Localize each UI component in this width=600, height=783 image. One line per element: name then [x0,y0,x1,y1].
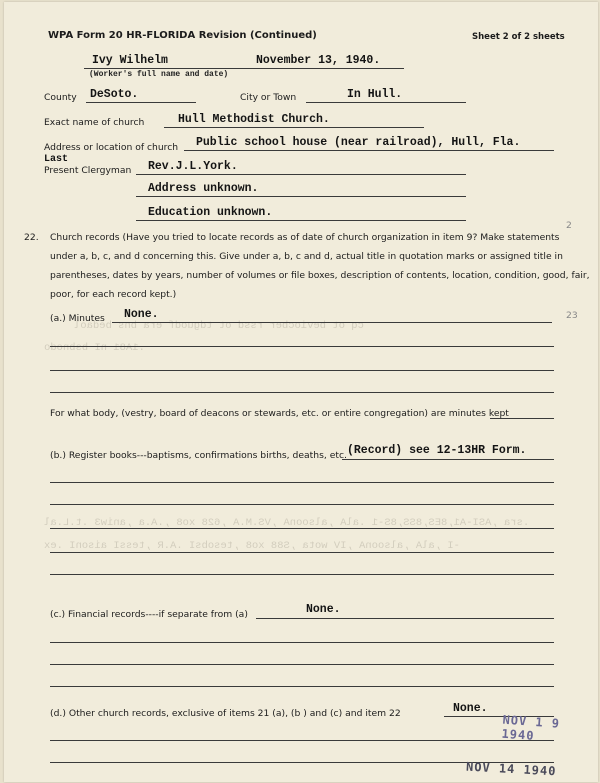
worker-caption: (Worker's full name and date) [89,70,229,79]
margin-number-2: 2 [566,220,572,231]
other-records-value: None. [453,702,488,715]
received-date-stamp: NOV 1 9 1940 [501,712,561,743]
church-name-label: Exact name of church [44,117,145,128]
form-title: WPA Form 20 HR-FLORIDA Revision (Continued) [48,30,317,41]
item-22-line-1: Church records (Have you tried to locate records as of date of church organization in item 9? Make statements [50,232,560,243]
financial-records-value: None. [306,603,341,616]
minutes-label: (a.) Minutes [50,313,105,324]
church-name: Hull Methodist Church. [178,113,330,126]
sheet-number: Sheet 2 of 2 sheets [472,32,565,42]
church-address: Public school house (near railroad), Hull, Fla. [196,136,521,149]
worker-date: November 13, 1940. [256,54,381,67]
register-books-label: (b.) Register books---baptisms, confirmations births, deaths, etc. [50,450,347,461]
bleed-through-text: cq ot beviocber rssd ot tdguodf era bns bedaol [74,320,364,332]
address-label: Address or location of church [44,142,179,153]
financial-records-label: (c.) Financial records----if separate from (a) [50,609,248,620]
register-books-value: (Record) see 12-13HR Form. [347,444,527,457]
bleed-through-text: -I ,alA ,alsoonA ,IV wota ,S88 xo8 ,tesobsI .A.R ,tessI aisonI .ex [44,540,460,552]
clergyman-address: Address unknown. [148,182,259,195]
bleed-through-text: .sra ,ASI-A1,8ES,8SS,8S-1 .alA ,alsoonA ,VS.M.A ,628 xo8 ,.A.a ,aniw3 .t.L.al [44,517,530,529]
clergyman-education: Education unknown. [148,206,273,219]
filed-date-stamp: NOV 14 1940 [465,759,557,779]
clergyman-label: Present Clergyman [44,165,132,176]
bleed-through-text: .1A81 nI bsbnodo [44,342,145,354]
city-label: City or Town [240,92,297,103]
item-22-line-4: poor, for each record kept.) [50,289,177,300]
worker-name: Ivy Wilhelm [92,54,168,67]
minutes-value: None. [124,308,159,321]
clergyman-name: Rev.J.L.York. [148,160,238,173]
item-22-line-3: parentheses, dates by years, number of volumes or file boxes, description of contents, location, condition, good, fair, [50,270,590,281]
other-records-label: (d.) Other church records, exclusive of items 21 (a), (b ) and (c) and item 22 [50,708,401,719]
last-label: Last [44,154,69,165]
document-page [4,2,598,782]
item-22-number: 22. [24,232,39,243]
county-label: County [44,92,77,103]
county-value: DeSoto. [90,88,139,101]
item-22-line-2: under a, b, c, and d concerning this. Give under a, b, c and d, actual title in quotation marks or assigned title in [50,251,563,262]
minutes-body-question: For what body, (vestry, board of deacons or stewards, etc. or entire congregation) are minutes kept [50,408,509,419]
city-value: In Hull. [347,88,403,101]
margin-number-23: 23 [566,310,578,321]
